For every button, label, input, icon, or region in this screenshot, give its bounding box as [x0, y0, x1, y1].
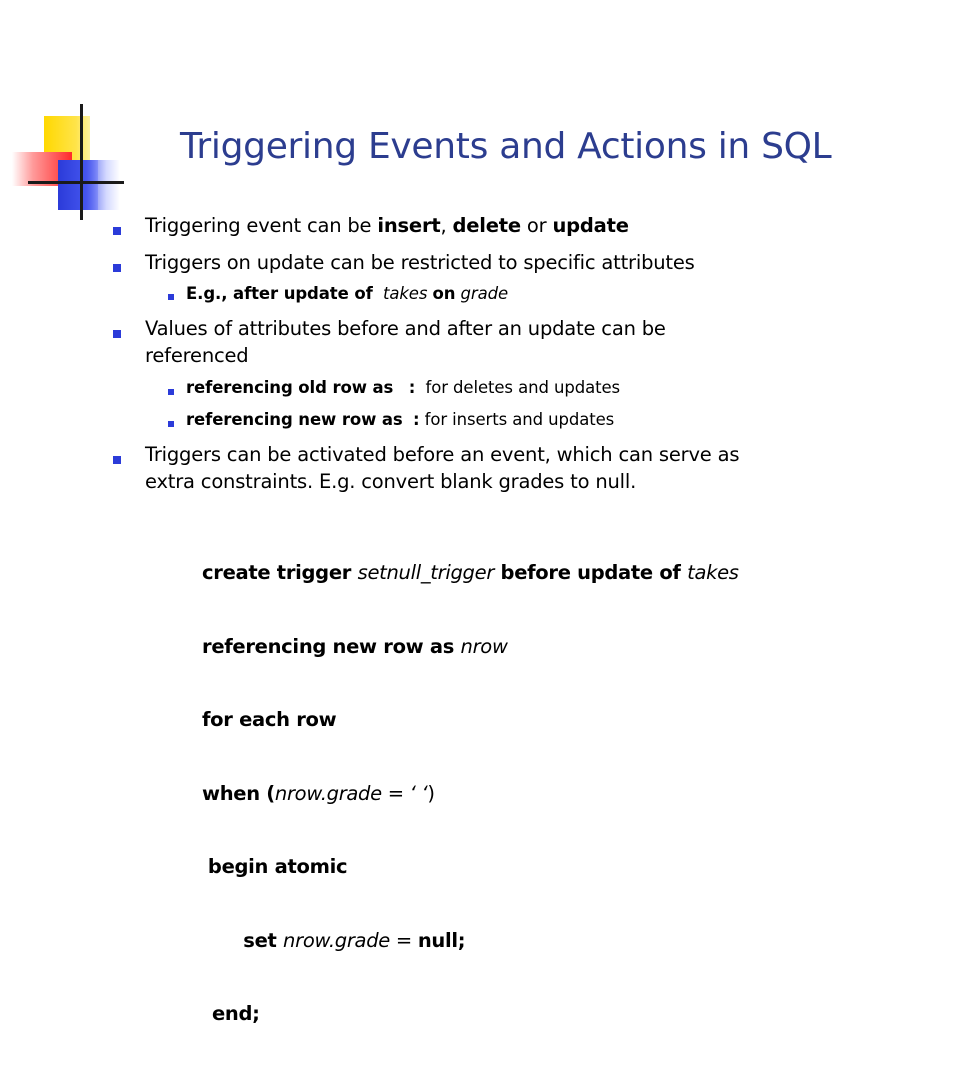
keyword-on: on: [432, 284, 456, 303]
bullet-triggering-event: [145, 214, 629, 237]
keyword-referencing-new-row: referencing new row as: [186, 410, 403, 429]
bullet-marker: [113, 264, 121, 272]
code-keyword: begin atomic: [207, 855, 348, 878]
code-line-end: [212, 1002, 739, 1027]
sub-bullet-marker: [168, 294, 174, 300]
sub-bullet-example: [186, 284, 508, 303]
table-name-takes: takes: [382, 284, 428, 303]
bullet-restricted-attributes: Triggers on update can be restricted to specific attributes: [145, 251, 695, 274]
code-line-when: [202, 782, 739, 807]
code-expression: nrow.grade = ‘ ‘: [274, 781, 428, 805]
keyword-delete: delete: [452, 214, 521, 237]
keyword-insert: insert: [377, 214, 441, 237]
keyword-update: update: [552, 214, 629, 237]
code-identifier: takes: [687, 561, 739, 584]
code-operator: =: [389, 928, 418, 952]
code-line-set: [202, 929, 739, 954]
bullet-text: Triggering event can be: [145, 214, 378, 237]
sub-bullet-old-row: [186, 378, 620, 397]
keyword-referencing-old-row: referencing old row as: [186, 378, 394, 397]
code-paren: ): [427, 781, 435, 805]
code-keyword: set: [243, 928, 284, 952]
sub-bullet-new-row: [186, 410, 614, 429]
code-keyword: before update of: [494, 561, 688, 584]
code-keyword: referencing new row as: [202, 634, 461, 658]
code-line-referencing: [202, 635, 739, 660]
code-identifier: nrow: [460, 634, 508, 658]
bullet-marker: [113, 227, 121, 235]
bullet-text: or: [520, 214, 553, 237]
sub-bullet-text: for inserts and updates: [424, 410, 615, 429]
code-identifier: setnull_trigger: [357, 561, 495, 584]
code-keyword: create trigger: [202, 561, 358, 584]
colon: :: [408, 378, 416, 397]
sub-bullet-marker: [168, 421, 174, 427]
bullet-activated-before-line1: Triggers can be activated before an event, which can serve as: [145, 443, 740, 466]
bullet-activated-before-line2: extra constraints. E.g. convert blank grades to null.: [145, 470, 637, 493]
sub-bullet-text: for deletes and updates: [425, 378, 620, 397]
bullet-values-of-attributes-line2: referenced: [145, 344, 249, 367]
code-keyword: when (: [202, 781, 275, 805]
bullet-values-of-attributes-line1: Values of attributes before and after an update can be: [145, 317, 666, 340]
sub-bullet-marker: [168, 389, 174, 395]
code-line-for-each-row: [202, 708, 739, 733]
attribute-grade: grade: [460, 284, 509, 303]
bullet-text: ,: [440, 214, 453, 237]
code-line-begin-atomic: [202, 855, 739, 880]
code-keyword: end;: [212, 1002, 260, 1025]
slide-title: Triggering Events and Actions in SQL: [180, 126, 832, 167]
bullet-marker: [113, 330, 121, 338]
keyword-after-update-of: E.g., after update of: [186, 284, 373, 303]
code-expression: nrow.grade: [283, 928, 390, 952]
bullet-marker: [113, 456, 121, 464]
sql-code-block: [202, 512, 739, 1076]
code-line-create-trigger: [202, 561, 739, 586]
code-keyword: null;: [417, 928, 466, 952]
colon: :: [412, 410, 420, 429]
code-keyword: for each row: [202, 708, 337, 731]
